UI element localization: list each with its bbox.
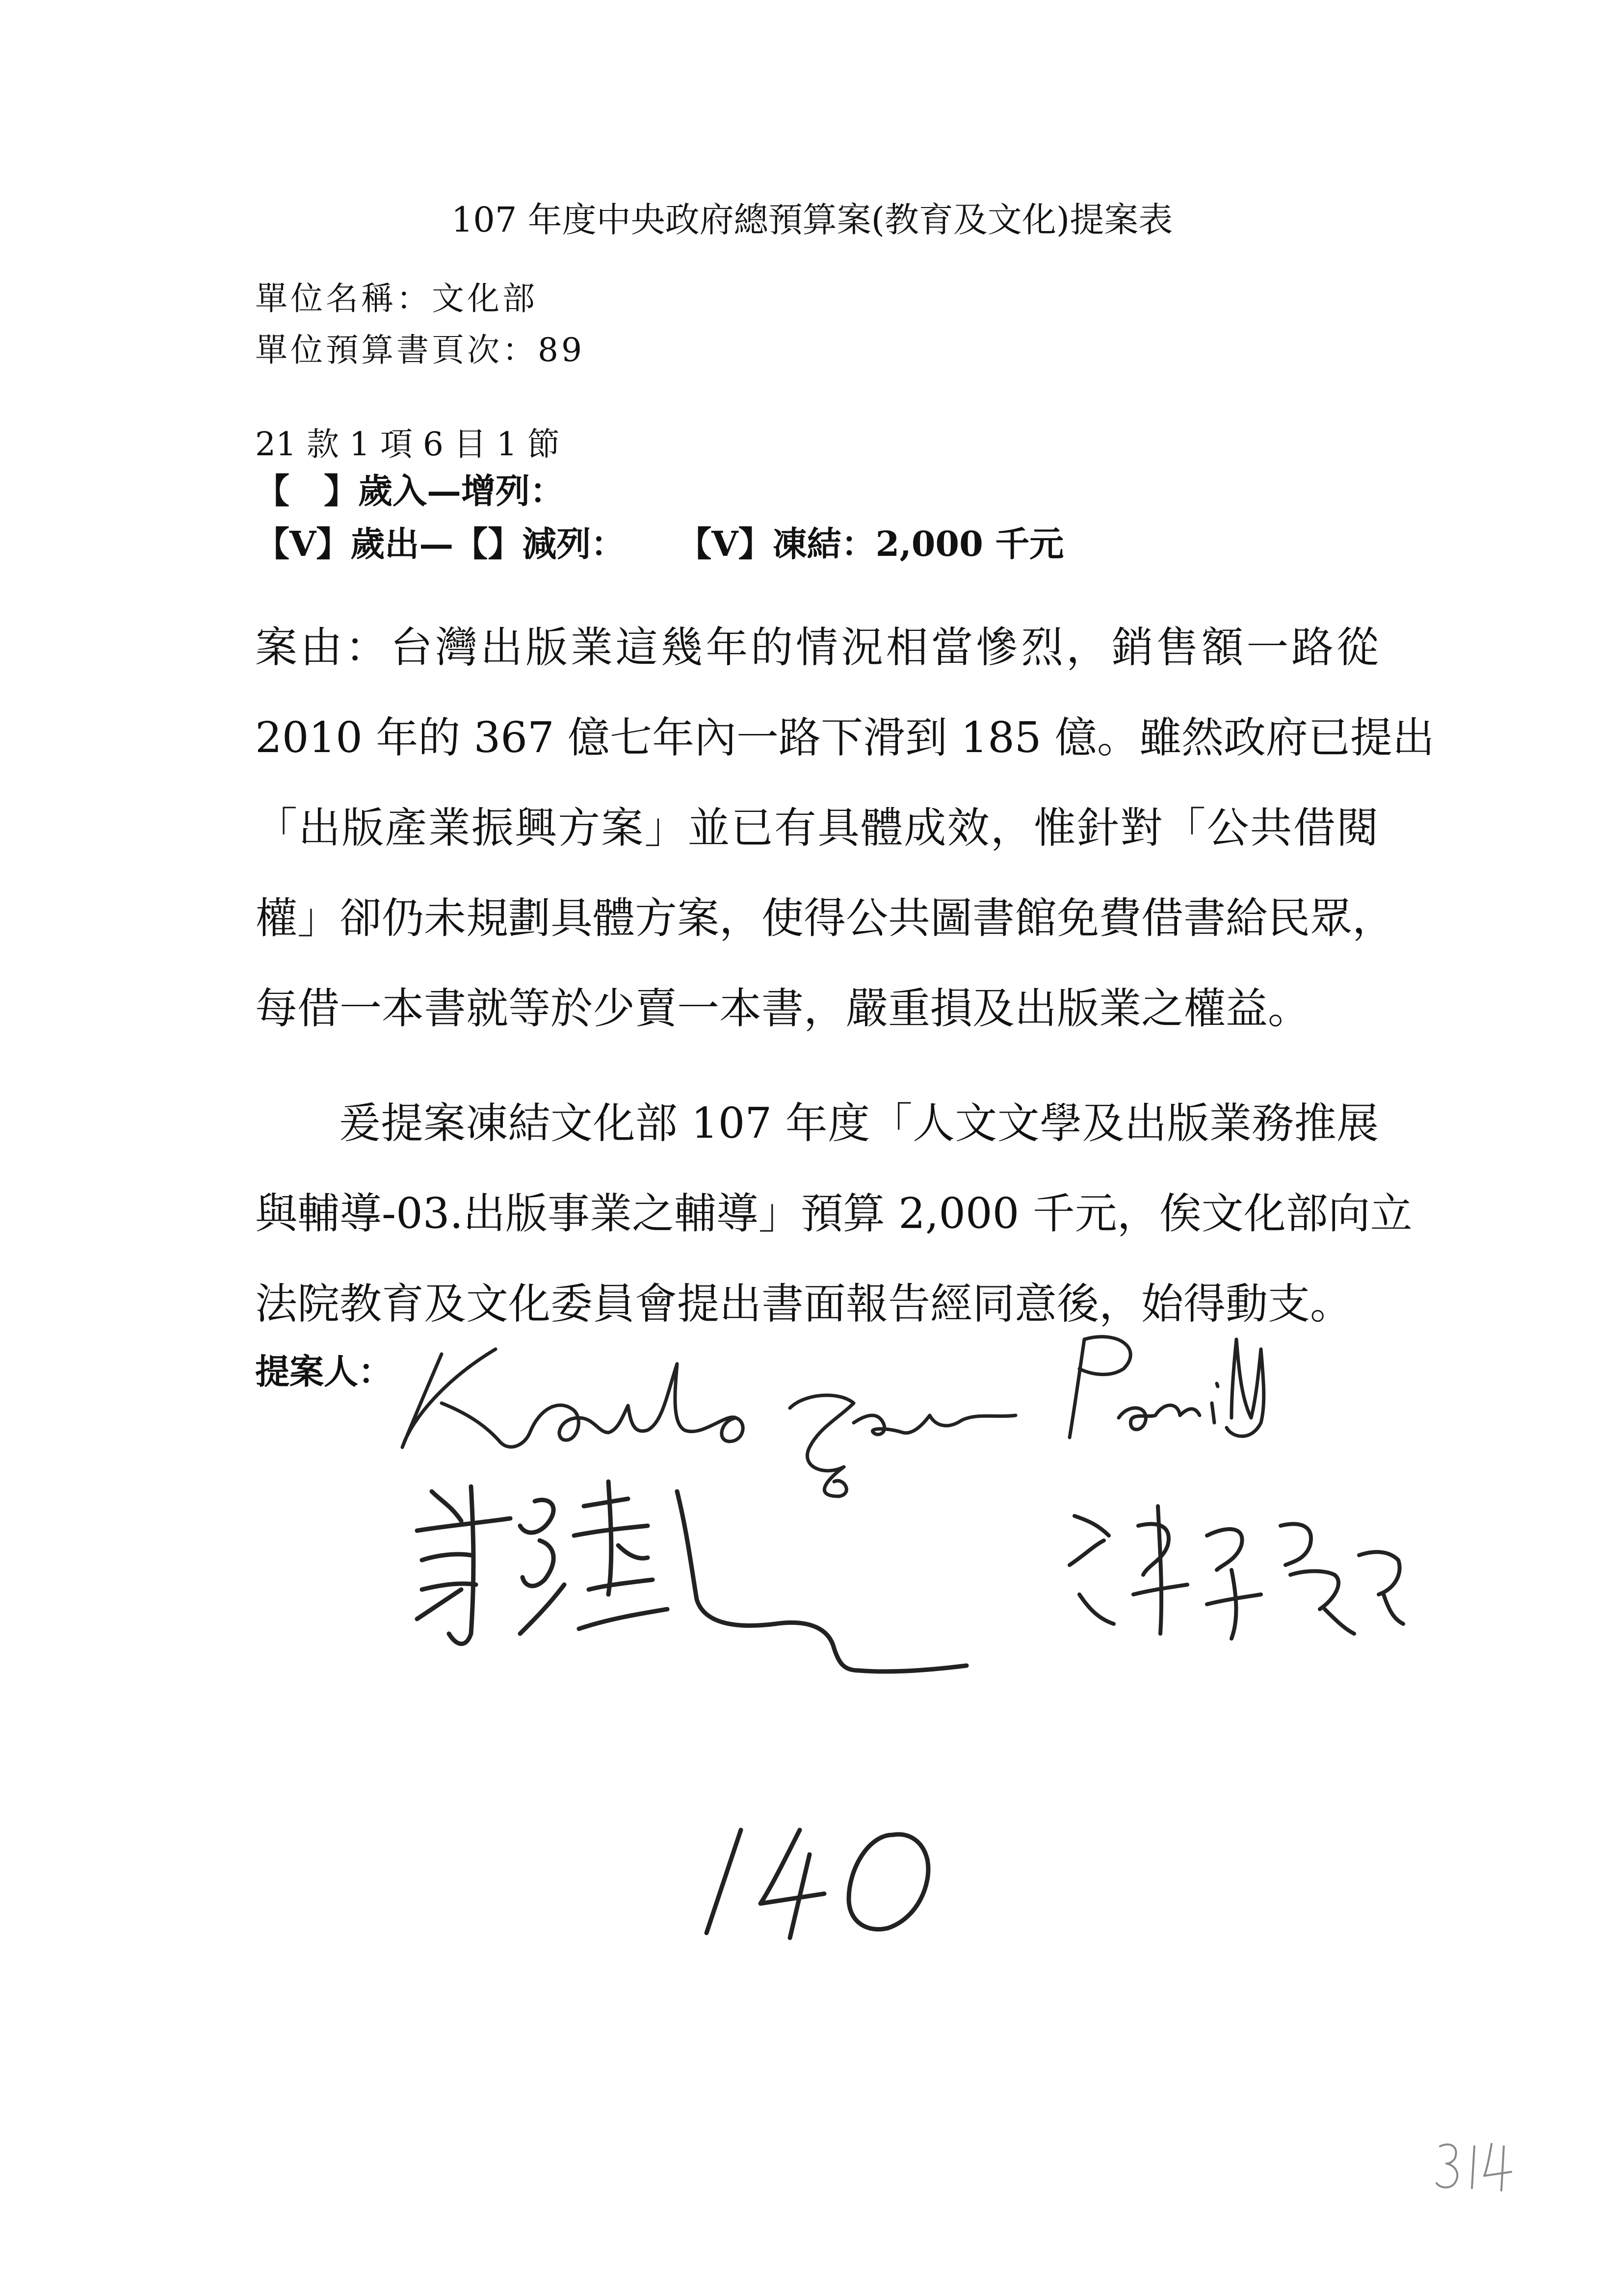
proposal-line: 爰提案凍結文化部 107 年度「人文文學及出版業務推展 xyxy=(339,1099,1379,1148)
proposal-line: 與輔導-03.出版事業之輔導」預算 2,000 千元，俟文化部向立 xyxy=(255,1189,1413,1238)
expense-freeze-option: 【V】凍結：2,000 千元 xyxy=(677,523,1064,564)
budget-section: 21 款 1 項 6 目 1 節 xyxy=(255,425,560,463)
reason-line: 每借一本書就等於少賣一本書，嚴重損及出版業之權益。 xyxy=(255,984,1310,1033)
expense-reduce-option: 【V】歲出—【】減列： xyxy=(255,523,626,564)
handwritten-corner-number xyxy=(1433,2137,1526,2195)
signature-3 xyxy=(1060,1496,1413,1653)
expense-category xyxy=(255,517,1068,566)
proposal-line: 法院教育及文化委員會提出書面報告經同意後，始得動支。 xyxy=(255,1279,1352,1329)
unit-name: 單位名稱：文化部 xyxy=(255,280,538,317)
proposer-label: 提案人： xyxy=(255,1351,393,1392)
reason-line: 2010 年的 367 億七年內一路下滑到 185 億。雖然政府已提出 xyxy=(255,713,1435,762)
signature-2 xyxy=(402,1472,991,1678)
handwritten-page-number xyxy=(687,1815,981,1943)
budget-page-number: 單位預算書頁次：89 xyxy=(255,331,585,369)
document-title: 107 年度中央政府總預算案(教育及文化)提案表 xyxy=(451,200,1173,240)
reason-line: 「出版產業振興方案」並已有具體成效，惟針對「公共借閱 xyxy=(255,804,1379,853)
income-category: 【 】歲入—增列： xyxy=(255,470,564,511)
reason-line: 權」卻仍未規劃具體方案，使得公共圖書館免費借書給民眾， xyxy=(255,894,1394,943)
reason-paragraph xyxy=(255,618,1435,1070)
reason-line: 案由：台灣出版業這幾年的情況相當慘烈，銷售額一路從 xyxy=(255,623,1379,672)
